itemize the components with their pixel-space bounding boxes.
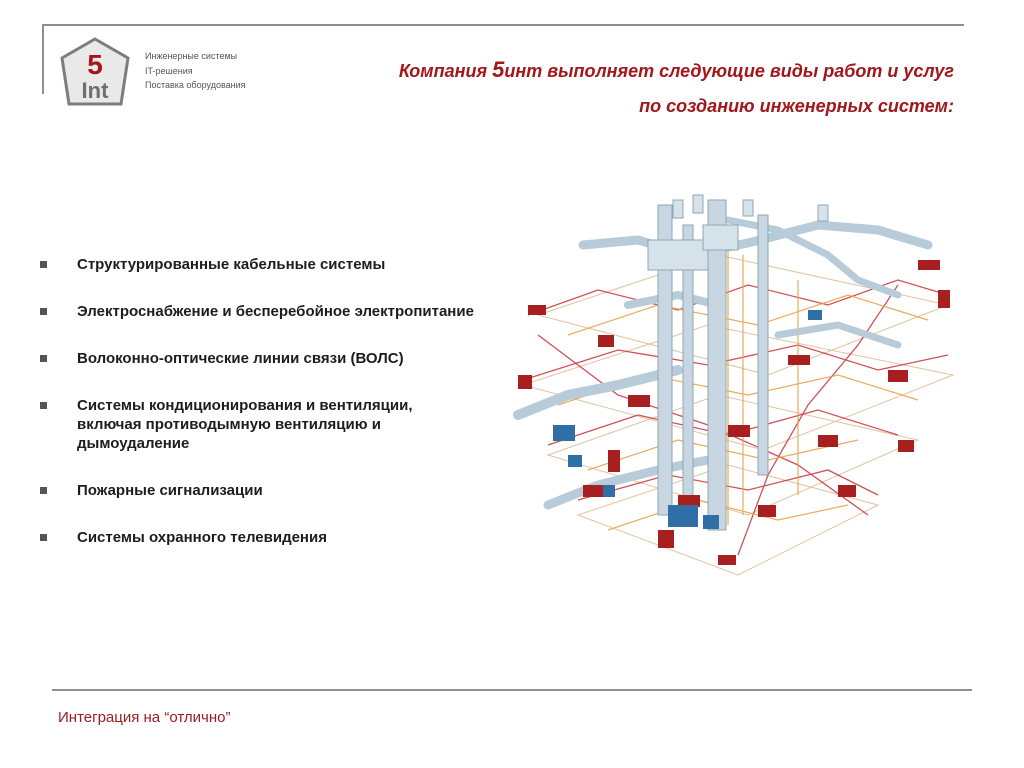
tagline-line: Инженерные системы [145,51,238,61]
service-label: Системы охранного телевидения [77,529,327,546]
title-line-2: по созданию инженерных систем: [639,96,954,116]
square-bullet-icon [40,534,47,541]
service-item [40,528,480,547]
service-item [40,481,480,500]
footer-rule [52,689,972,691]
services-list [40,255,480,575]
square-bullet-icon [40,355,47,362]
tagline-line: IT-решения [145,65,193,76]
frame-top-line [42,24,964,26]
page-title [399,52,954,124]
logo-tagline [145,49,246,93]
logo-number: 5 [87,49,103,80]
service-item [40,349,480,368]
title-line-1 [399,52,954,89]
service-label: Пожарные сигнализации [77,482,263,499]
service-label: Системы кондиционирования и вентиляции, включая противодымную вентиляцию и дымоудаление [77,397,413,452]
service-item [40,396,480,453]
title-part-2: инт выполняет следующие виды работ и услуг [504,61,954,81]
square-bullet-icon [40,308,47,315]
service-label: Структурированные кабельные системы [77,256,386,273]
square-bullet-icon [40,487,47,494]
title-five: 5 [492,57,505,82]
frame-left-line [42,24,44,94]
service-item [40,255,480,274]
square-bullet-icon [40,261,47,268]
footer-slogan: Интеграция на “отлично” [58,709,231,726]
company-logo [58,36,132,110]
title-part-1: Компания [398,61,493,81]
service-label: Электроснабжение и бесперебойное электропитание [77,303,474,320]
tagline-line: Поставка оборудования [145,80,246,90]
engineering-systems-illustration [478,185,978,595]
logo-suffix: Int [81,78,109,103]
service-label: Волоконно-оптические линии связи (ВОЛС) [77,350,404,367]
service-item [40,302,480,321]
square-bullet-icon [40,402,47,409]
